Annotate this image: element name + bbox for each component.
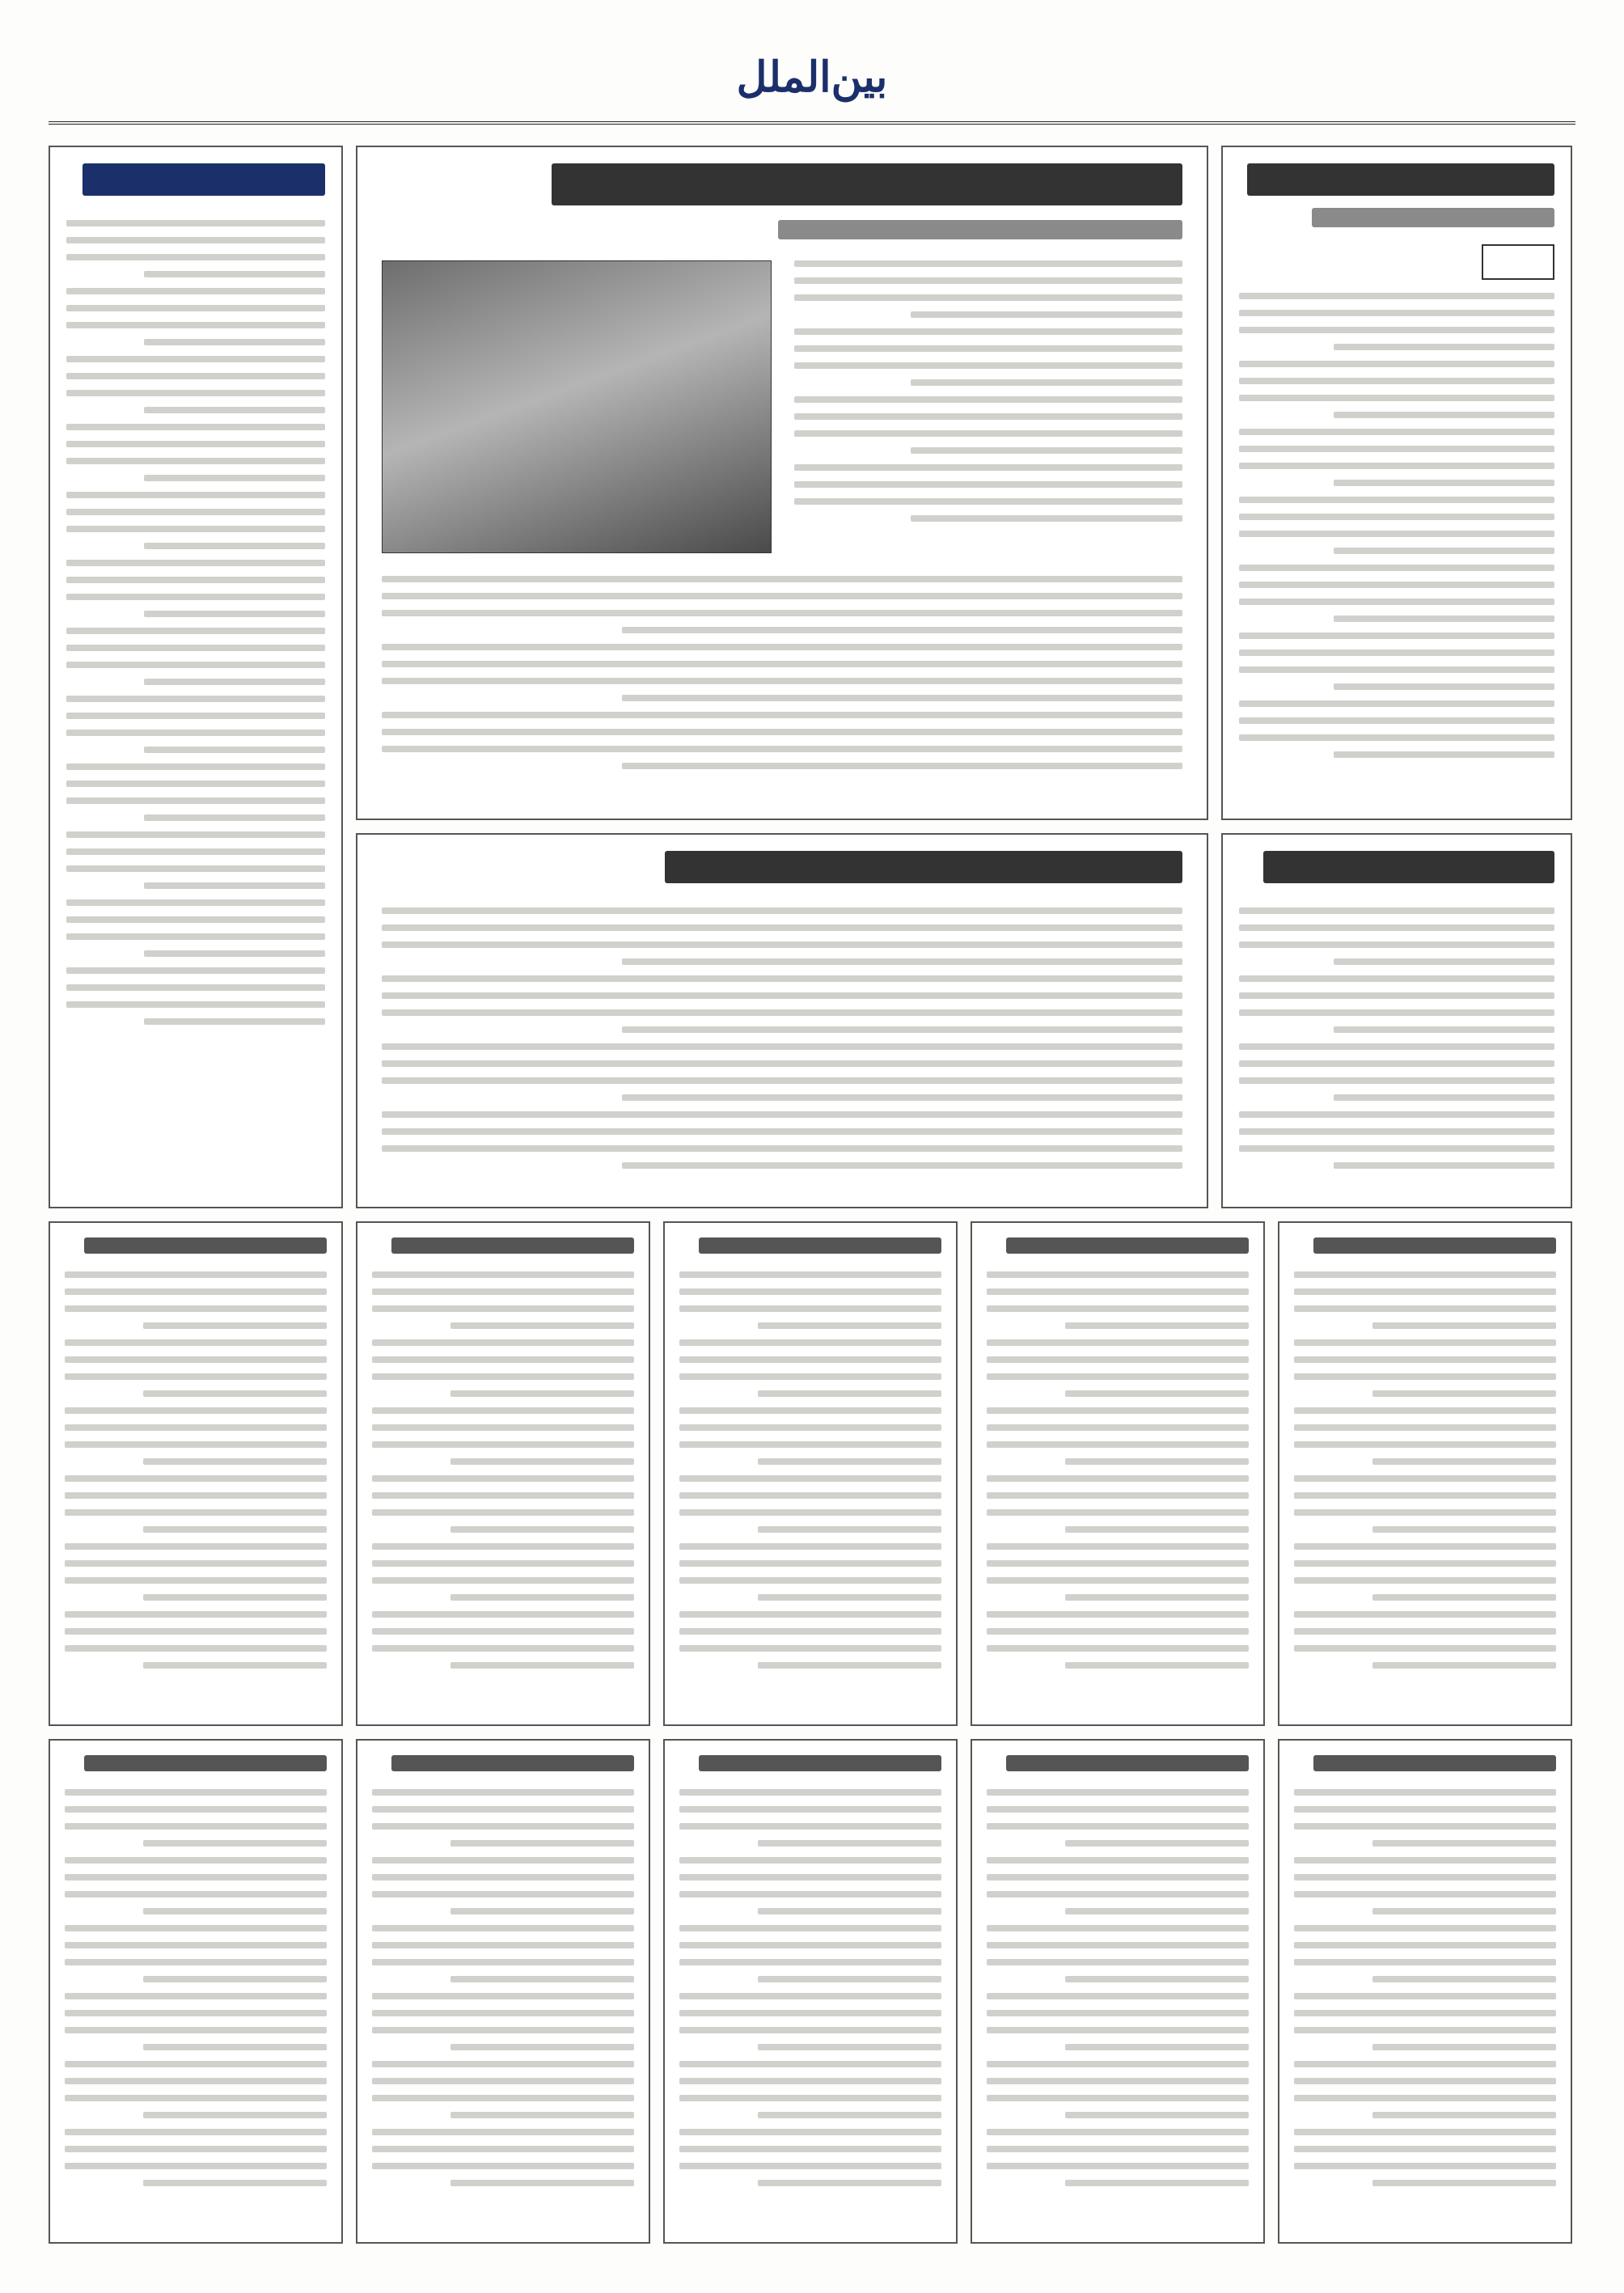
notice-box — [1278, 1739, 1572, 2244]
notice-box — [356, 1739, 650, 2244]
article-right-mid — [1221, 833, 1572, 1208]
article-right-top — [1221, 146, 1572, 820]
badge — [1482, 244, 1554, 280]
section-title: بین‌الملل — [736, 52, 888, 102]
notice-box — [49, 1739, 343, 2244]
notice-box — [971, 1221, 1265, 1726]
news-photo — [382, 260, 772, 553]
notice-box — [49, 1221, 343, 1726]
notice-box — [971, 1739, 1265, 2244]
lead-article — [356, 146, 1208, 820]
world-briefs — [49, 146, 343, 1208]
notice-box — [356, 1221, 650, 1726]
notice-box — [663, 1739, 958, 2244]
notice-box — [663, 1221, 958, 1726]
article-center-mid — [356, 833, 1208, 1208]
notice-box — [1278, 1221, 1572, 1726]
masthead — [49, 32, 1575, 125]
